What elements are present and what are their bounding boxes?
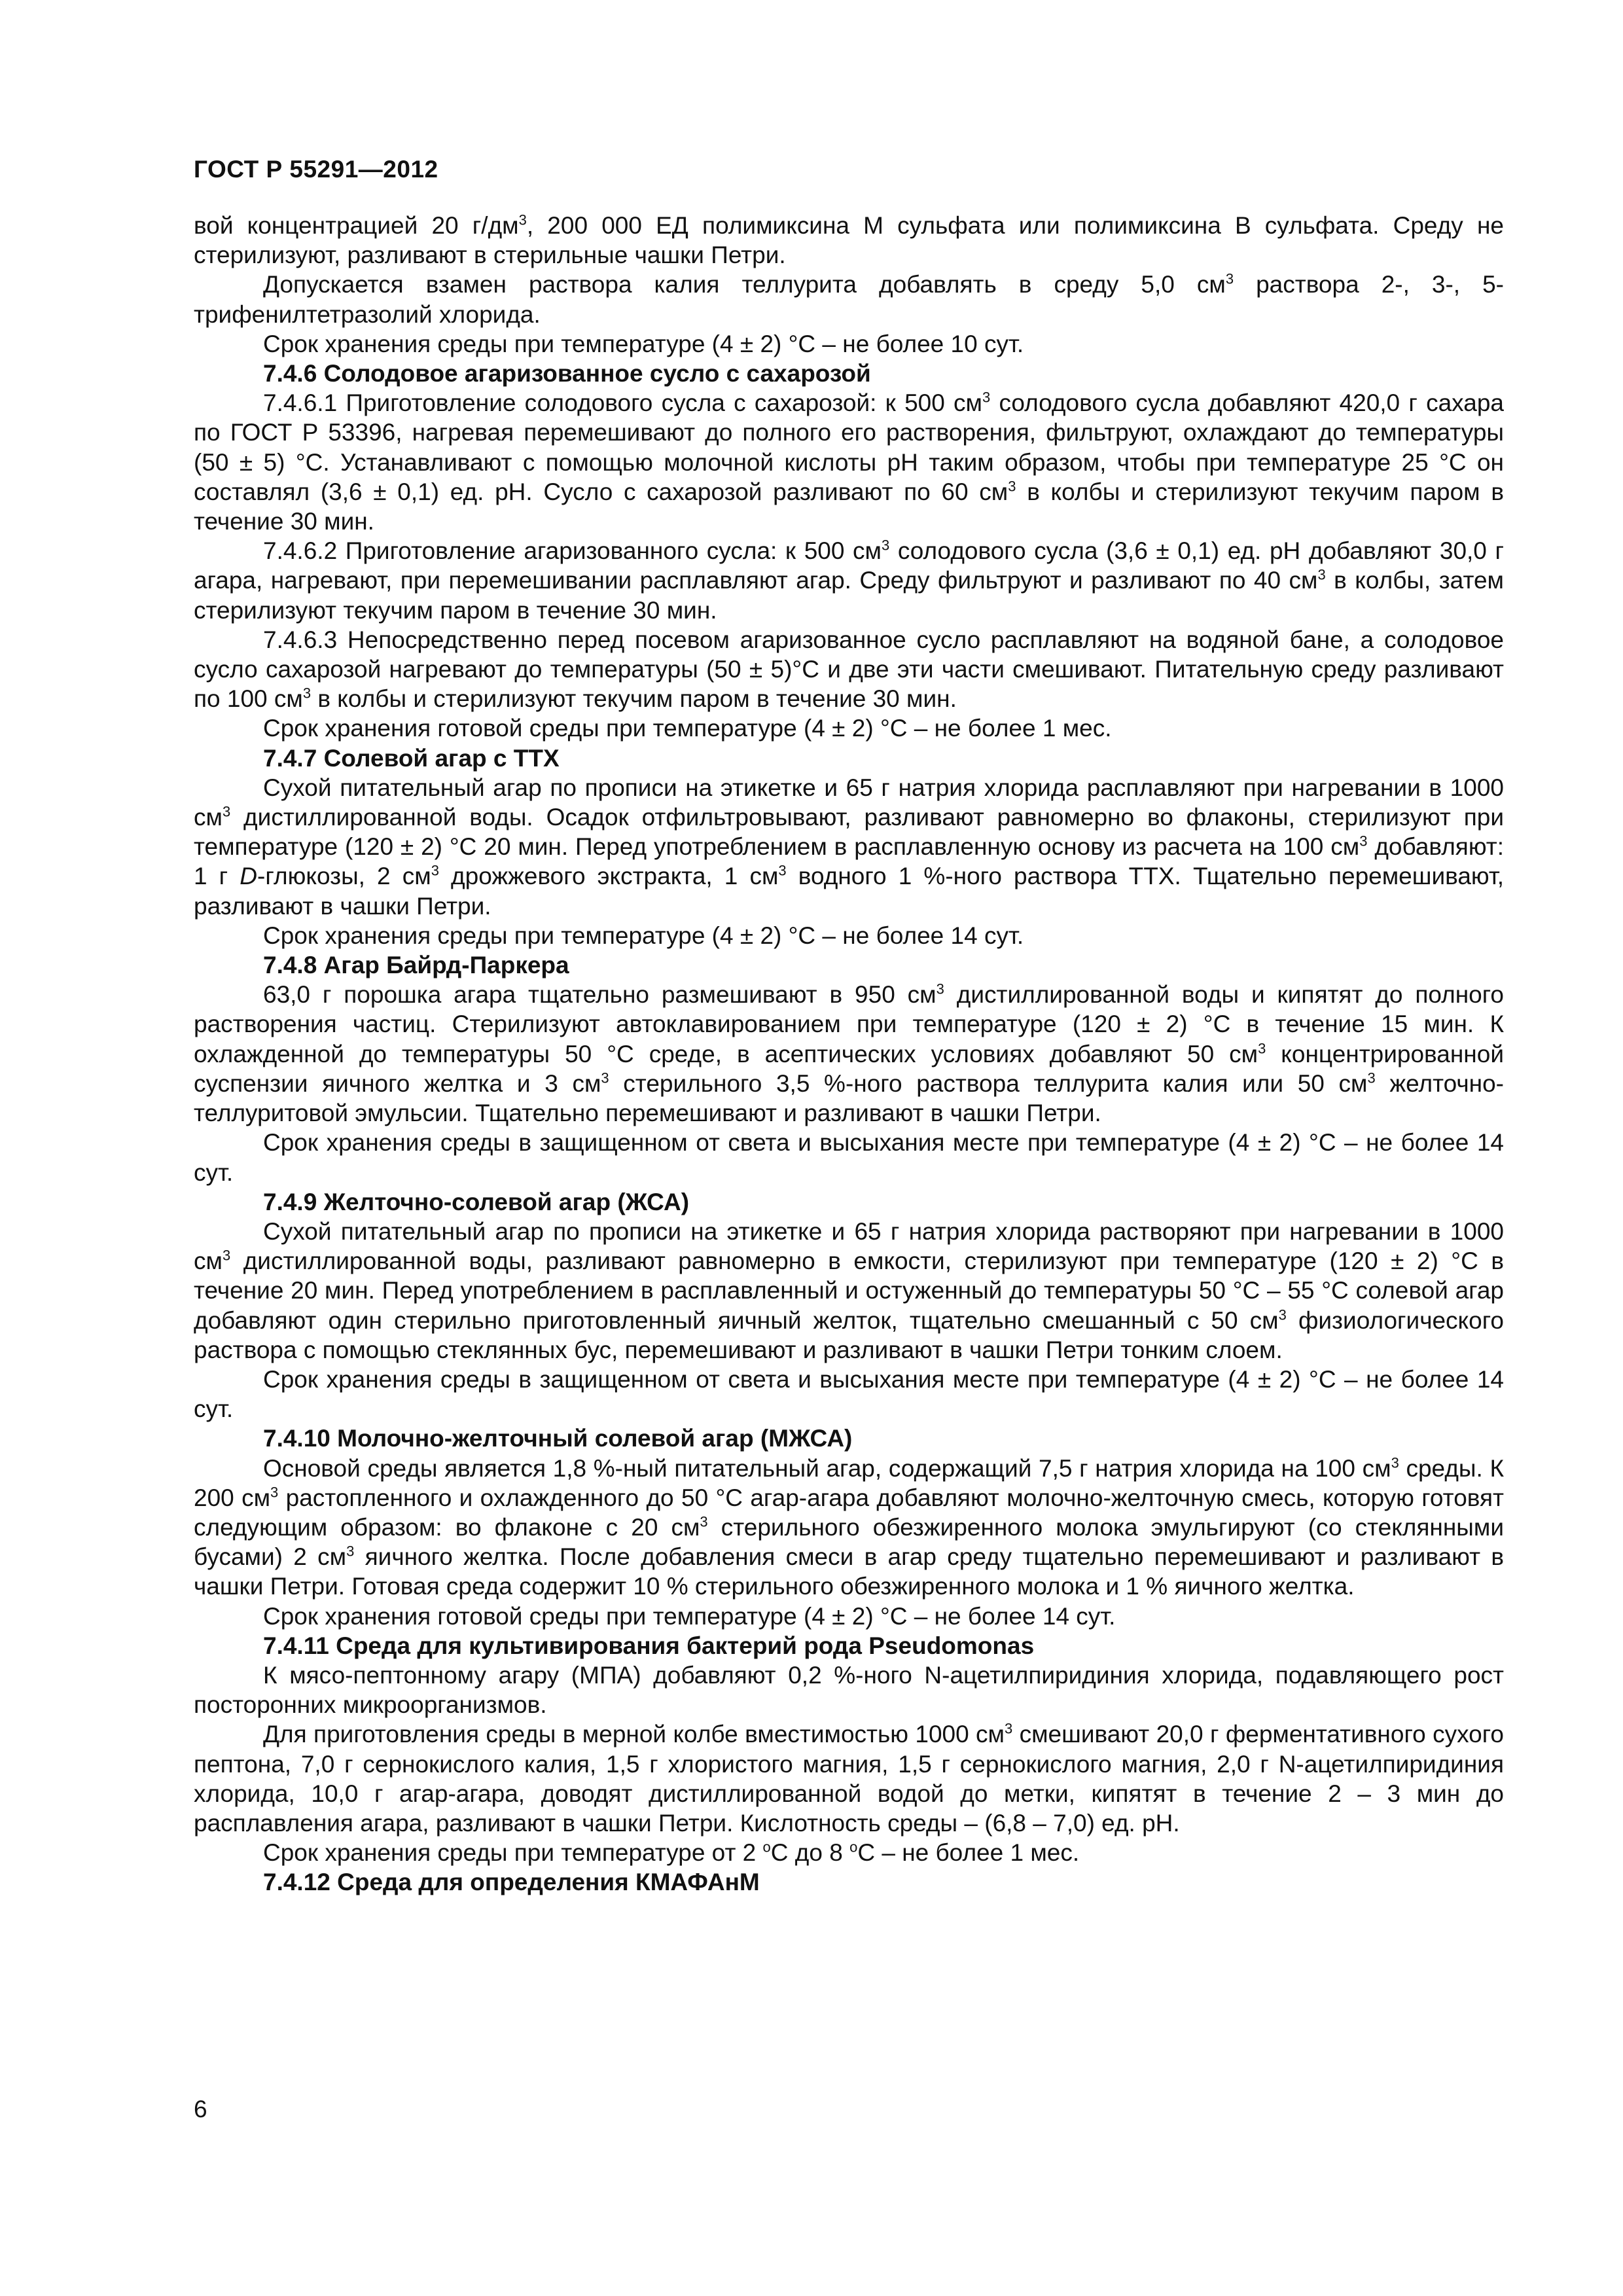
- section-heading: 7.4.11 Среда для культивирования бактерий рода Pseudomonas: [263, 1632, 1035, 1659]
- paragraph: Срок хранения среды в защищенном от света и высыхания месте при температуре (4 ± 2) °С – не более 14 сут.: [194, 1129, 1504, 1186]
- paragraph: Срок хранения среды в защищенном от света и высыхания месте при температуре (4 ± 2) °С – не более 14 сут.: [194, 1365, 1504, 1423]
- paragraph: 7.4.6.3 Непосредственно перед посевом агаризованное сусло расплавляют на водяной бане, а солодовое сусло сахарозой нагревают до температуры (50 ± 5)°С и две эти части смешивают. Питательную среду разливают по 100 $см^3$ в колбы и стерилизуют текучим паром в течение 30 мин.: [194, 626, 1504, 713]
- paragraph: вой концентрацией 20 $г/дм^3$, 200 000 ЕД полимиксина М сульфата или полимиксина В сульфата. Среду не стерилизуют, разливают в стерильные чашки Петри.: [194, 211, 1504, 269]
- section-heading: 7.4.10 Молочно-желточный солевой агар (МЖСА): [263, 1425, 853, 1452]
- paragraph: Срок хранения среды при температуре (4 ± 2) °С – не более 14 сут.: [263, 922, 1024, 949]
- paragraph: К мясо-пептонному агару (МПА) добавляют 0,2 %-ного N-ацетилпиридиния хлорида, подавляющего рост посторонних микроорганизмов.: [194, 1661, 1504, 1719]
- document-body: [194, 211, 1504, 1897]
- paragraph: Срок хранения среды при температуре (4 ± 2) °С – не более 10 сут.: [263, 330, 1024, 357]
- section-heading: 7.4.9 Желточно-солевой агар (ЖСА): [263, 1188, 690, 1215]
- paragraph: Сухой питательный агар по прописи на этикетке и 65 г натрия хлорида расплавляют при нагревании в 1000 $см^3$ дистиллированной воды. Осадок отфильтровывают, разливают равномерно во флаконы, стерилизуют при температуре (120 ± 2) °С 20 мин. Перед употреблением в расплавленную основу из расчета на 100 $см^3$ добавляют: 1 г D-глюкозы, 2 $см^3$ дрожжевого экстракта, 1 $см^3$ водного 1 %-ного раствора ТТХ. Тщательно перемешивают, разливают в чашки Петри.: [194, 774, 1505, 920]
- paragraph: 7.4.6.1 Приготовление солодового сусла с сахарозой: к 500 $см^3$ солодового сусла добавляют 420,0 г сахара по ГОСТ Р 53396, нагревая перемешивают до полного его растворения, фильтруют, охлаждают до температуры (50 ± 5) °С. Устанавливают с помощью молочной кислоты рН таким образом, чтобы при температуре 25 °С он составлял (3,6 ± 0,1) ед. рН. Сусло с сахарозой разливают по 60 $см^3$ в колбы и стерилизуют текучим паром в течение 30 мин.: [194, 389, 1505, 535]
- paragraph: Срок хранения готовой среды при температуре (4 ± 2) °С – не более 1 мес.: [263, 715, 1112, 742]
- paragraph: Для приготовления среды в мерной колбе вместимостью 1000 $см^3$ смешивают 20,0 г ферментативного сухого пептона, 7,0 г сернокислого калия, 1,5 г хлористого магния, 1,5 г сернокислого магния, 2,0 г N-ацетилпиридиния хлорида, 10,0 г агар-агара, доводят дистиллированной водой до метки, кипятят в течение 2 – 3 мин до расплавления агара, разливают в чашки Петри. Кислотность среды – (6,8 – 7,0) ед. рН.: [194, 1721, 1504, 1837]
- page-number: 6: [194, 2096, 207, 2123]
- paragraph: Срок хранения готовой среды при температуре (4 ± 2) °С – не более 14 сут.: [263, 1602, 1116, 1630]
- document-header: ГОСТ Р 55291—2012: [194, 156, 438, 183]
- paragraph: 7.4.6.2 Приготовление агаризованного сусла: к 500 $см^3$ солодового сусла (3,6 ± 0,1) ед. рН добавляют 30,0 г агара, нагревают, при перемешивании расплавляют агар. Среду фильтруют и разливают по 40 $см^3$ в колбы, затем стерилизуют текучим паром в течение 30 мин.: [194, 537, 1504, 624]
- paragraph: Срок хранения среды при температуре от 2 $^о$С до 8 $^о$С – не более 1 мес.: [263, 1839, 1080, 1867]
- paragraph: Основой среды является 1,8 %-ный питательный агар, содержащий 7,5 г натрия хлорида на 100 $см^3$ среды. К 200 $см^3$ растопленного и охлажденного до 50 °С агар-агара добавляют молочно-желточную смесь, которую готовят следующим образом: во флаконе с 20 $см^3$ стерильного обезжиренного молока эмульгируют (со стеклянными бусами) 2 $см^3$ яичного желтка. После добавления смеси в агар среду тщательно перемешивают и разливают в чашки Петри. Готовая среда содержит 10 % стерильного обезжиренного молока и 1 % яичного желтка.: [194, 1454, 1505, 1600]
- section-heading: 7.4.6 Солодовое агаризованное сусло с сахарозой: [263, 360, 871, 387]
- paragraph: Сухой питательный агар по прописи на этикетке и 65 г натрия хлорида растворяют при нагревании в 1000 $см^3$ дистиллированной воды, разливают равномерно в емкости, стерилизуют при температуре (120 ± 2) °С в течение 20 мин. Перед употреблением в расплавленный и остуженный до температуры 50 °С – 55 °С солевой агар добавляют один стерильно приготовленный яичный желток, тщательно смешанный с 50 $см^3$ физиологического раствора с помощью стеклянных бус, перемешивают и разливают в чашки Петри тонким слоем.: [194, 1217, 1504, 1363]
- paragraph: Допускается взамен раствора калия теллурита добавлять в среду 5,0 $см^3$ раствора 2-, 3-, 5-трифенилтетразолий хлорида.: [194, 271, 1505, 328]
- section-heading: 7.4.12 Среда для определения КМАФАнМ: [263, 1869, 760, 1896]
- paragraph: 63,0 г порошка агара тщательно размешивают в 950 $см^3$ дистиллированной воды и кипятят до полного растворения частиц. Стерилизуют автоклавированием при температуре (120 ± 2) °С в течение 15 мин. К охлажденной до температуры 50 °С среде, в асептических условиях добавляют 50 $см^3$ концентрированной суспензии яичного желтка и 3 $см^3$ стерильного 3,5 %-ного раствора теллурита калия или 50 $см^3$ желточно-теллуритовой эмульсии. Тщательно перемешивают и разливают в чашки Петри.: [194, 980, 1504, 1127]
- section-heading: 7.4.7 Солевой агар с ТТХ: [263, 744, 560, 772]
- section-heading: 7.4.8 Агар Байрд-Паркера: [263, 952, 569, 979]
